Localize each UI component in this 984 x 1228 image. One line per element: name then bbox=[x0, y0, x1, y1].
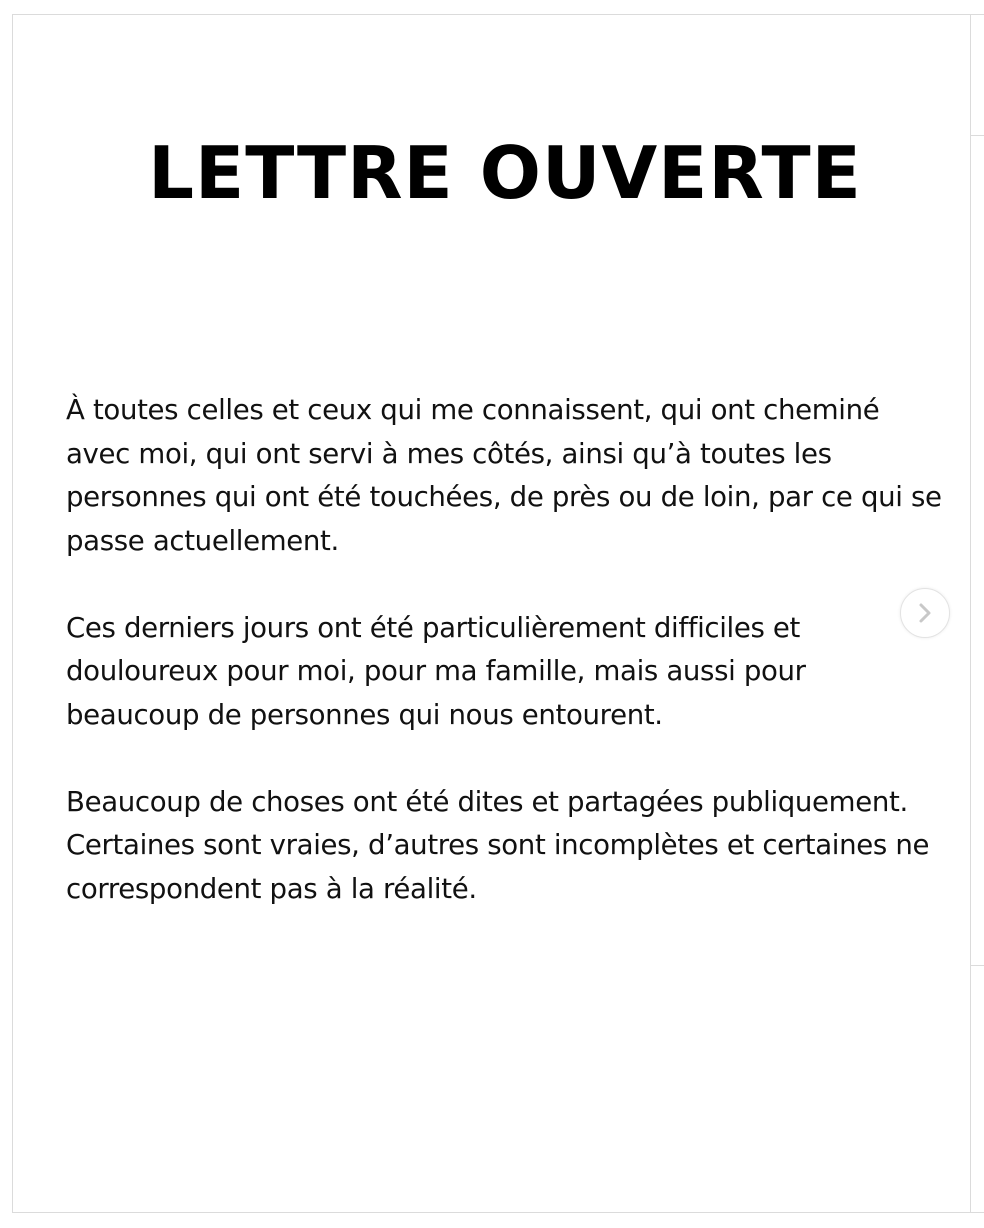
slide-title: LETTRE OUVERTE bbox=[148, 131, 862, 215]
paragraph-2: Ces derniers jours ont été particulièrement difficiles et douloureux pour moi, pour ma famille, mais aussi pour beaucoup de personnes qui nous entourent. bbox=[66, 610, 806, 731]
paragraph-3: Beaucoup de choses ont été dites et partagées publiquement. Certaines sont vraies, d’autres sont incomplètes et certaines ne correspondent pas à la réalité. bbox=[66, 784, 930, 905]
slide-body bbox=[66, 388, 946, 954]
paragraph-1: À toutes celles et ceux qui me connaissent, qui ont cheminé avec moi, qui ont servi à mes côtés, ainsi qu’à toutes les personnes qui ont été touchées, de près ou de loin, par ce qui se passe actuellement. bbox=[66, 393, 942, 557]
side-divider bbox=[971, 965, 984, 966]
carousel-next-button[interactable] bbox=[900, 588, 950, 638]
chevron-right-icon bbox=[916, 602, 934, 624]
